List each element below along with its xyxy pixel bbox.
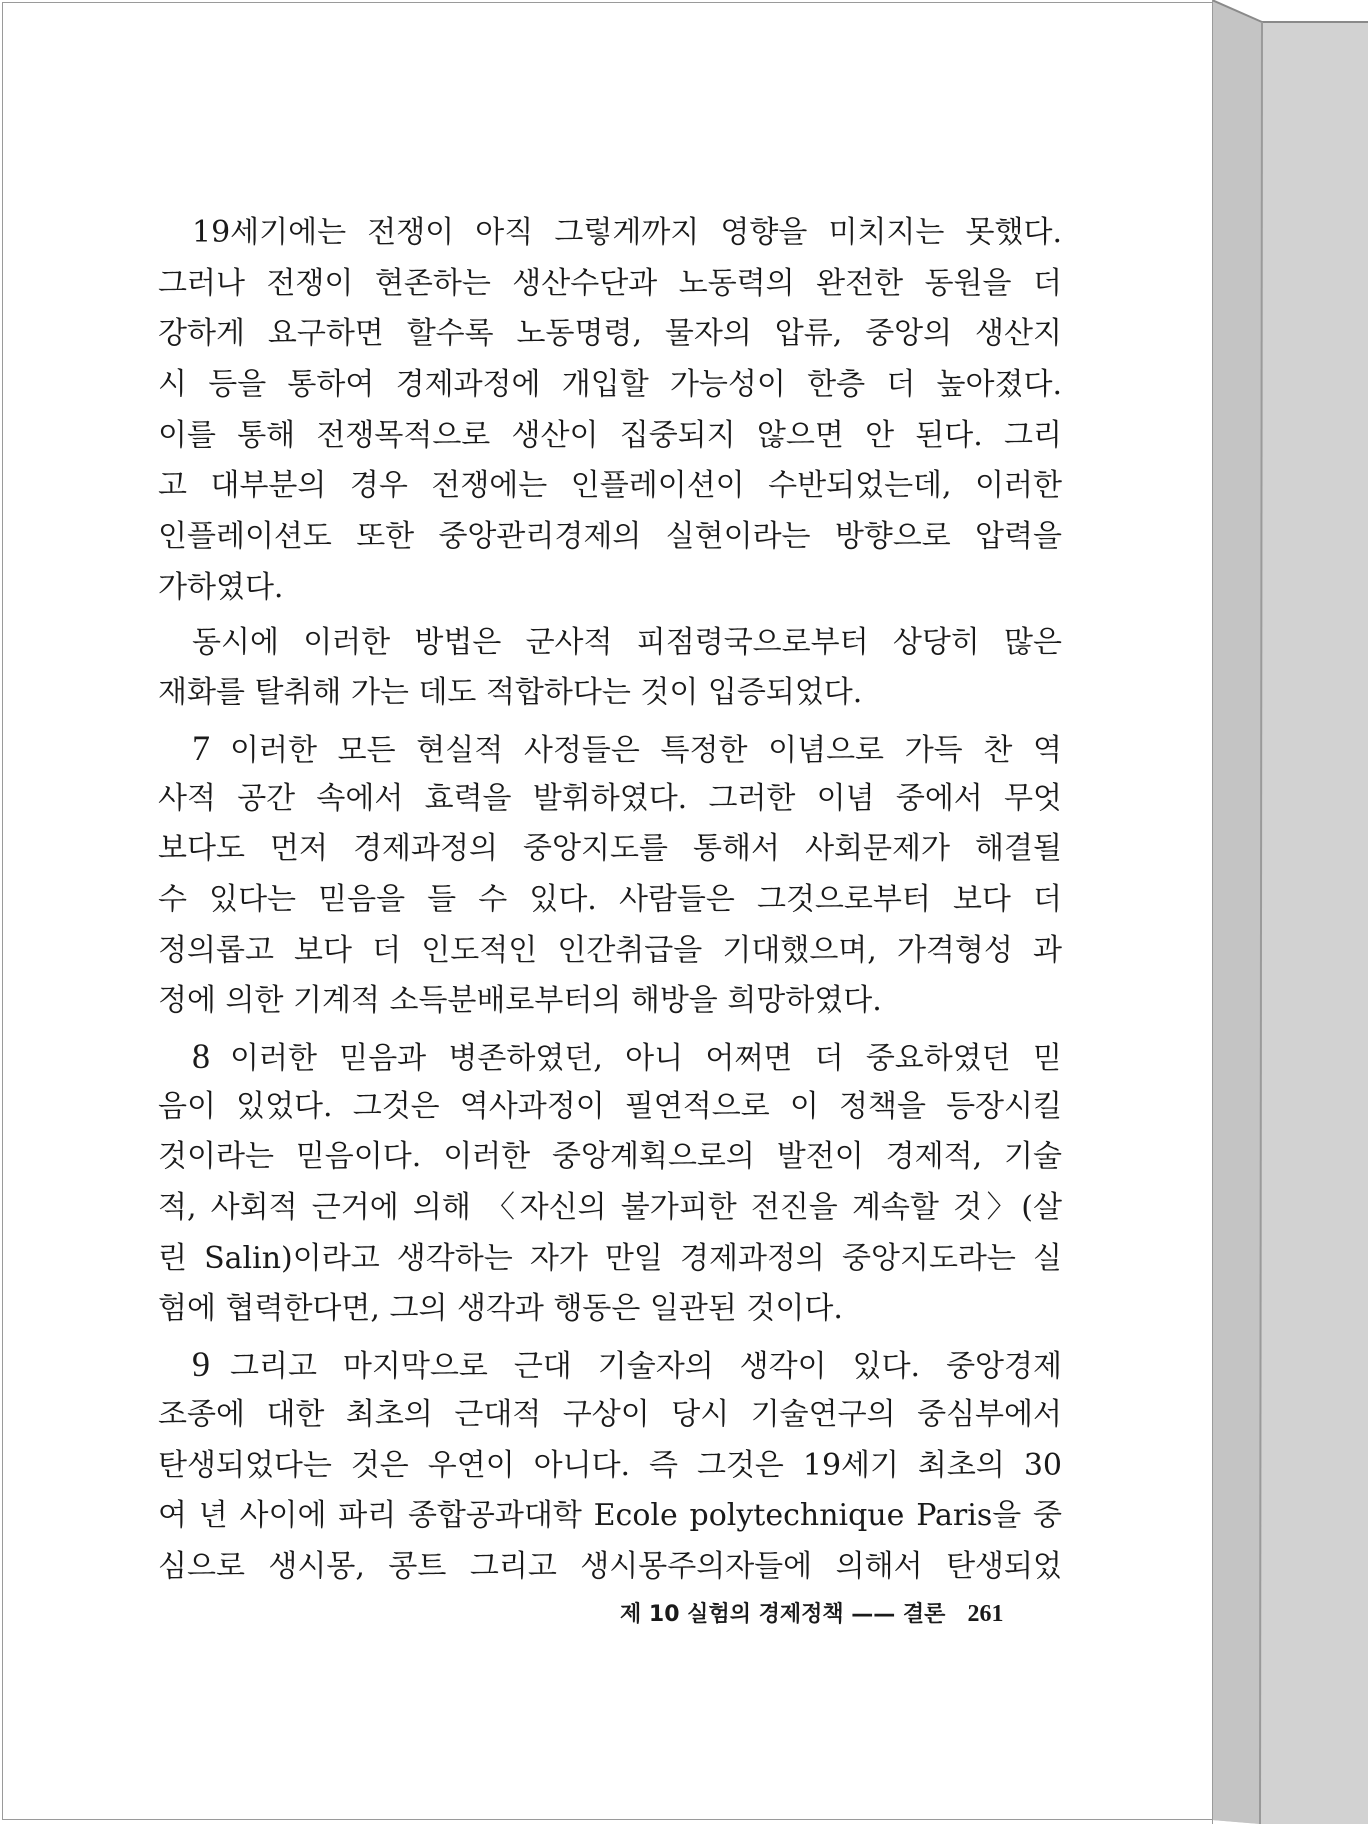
text-line: 수 있다는 믿음을 들 수 있다. 사람들은 그것으로부터 보다 더 — [158, 881, 1062, 917]
book-page-edge — [1212, 0, 1368, 1824]
text-line: 여 년 사이에 파리 종합공과대학 Ecole polytechnique Paris을 중 — [158, 1498, 1062, 1534]
text-line: 이러한 모든 현실적 사정들은 특정한 이념으로 가득 찬 역 — [230, 732, 1062, 768]
page-footer — [620, 1597, 1040, 1628]
text-line: 음이 있었다. 그것은 역사과정이 필연적으로 이 정책을 등장시킬 — [158, 1088, 1062, 1124]
text-line: 험에 협력한다면, 그의 생각과 행동은 일관된 것이다. — [158, 1291, 843, 1327]
text-line: 린 Salin)이라고 생각하는 자가 만일 경제과정의 중앙지도라는 실 — [158, 1240, 1062, 1276]
text-line: 탄생되었다는 것은 우연이 아니다. 즉 그것은 19세기 최초의 30 — [158, 1447, 1062, 1483]
section-number: 8 — [192, 1036, 210, 1076]
text-line: 강하게 요구하면 할수록 노동명령, 물자의 압류, 중앙의 생산지 — [158, 316, 1062, 352]
text-line: 정의롭고 보다 더 인도적인 인간취급을 기대했으며, 가격형성 과 — [158, 932, 1062, 968]
text-line: 것이라는 믿음이다. 이러한 중앙계획으로의 발전이 경제적, 기술 — [158, 1139, 1062, 1175]
section-first-line — [158, 1031, 1062, 1082]
text-line: 심으로 생시몽, 콩트 그리고 생시몽주의자들에 의해서 탄생되었 — [158, 1548, 1062, 1584]
section-first-line — [158, 723, 1062, 774]
text-line: 이를 통해 전쟁목적으로 생산이 집중되지 않으면 안 된다. 그리 — [158, 417, 1062, 453]
text-line: 가하였다. — [158, 569, 284, 605]
text-line: 19세기에는 전쟁이 아직 그렇게까지 영향을 미치지는 못했다. — [192, 215, 1062, 250]
running-head: 제 10 실험의 경제정책 —— 결론 — [620, 1602, 946, 1627]
text-line: 재화를 탈취해 가는 데도 적합하다는 것이 입증되었다. — [158, 675, 863, 711]
text-line: 시 등을 통하여 경제과정에 개입할 가능성이 한층 더 높아졌다. — [158, 367, 1062, 403]
text-line: 적, 사회적 근거에 의해 〈자신의 불가피한 전진을 계속할 것〉(살 — [158, 1190, 1062, 1226]
text-line: 그리고 마지막으로 근대 기술자의 생각이 있다. 중앙경제 — [230, 1349, 1062, 1385]
text-line: 사적 공간 속에서 효력을 발휘하였다. 그러한 이념 중에서 무엇 — [158, 780, 1062, 816]
section-number: 9 — [192, 1344, 210, 1385]
section-first-line — [158, 1339, 1062, 1390]
text-line: 동시에 이러한 방법은 군사적 피점령국으로부터 상당히 많은 — [192, 624, 1062, 660]
page-number: 261 — [967, 1601, 1004, 1627]
text-line: 그러나 전쟁이 현존하는 생산수단과 노동력의 완전한 동원을 더 — [158, 265, 1062, 301]
section-number: 7 — [192, 727, 210, 768]
text-line: 인플레이션도 또한 중앙관리경제의 실현이라는 방향으로 압력을 — [158, 519, 1062, 555]
text-line: 고 대부분의 경우 전쟁에는 인플레이션이 수반되었는데, 이러한 — [158, 468, 1062, 504]
text-line: 보다도 먼저 경제과정의 중앙지도를 통해서 사회문제가 해결될 — [158, 831, 1062, 867]
page-body-text — [158, 208, 1062, 1593]
text-line: 이러한 믿음과 병존하였던, 아니 어쩌면 더 중요하였던 믿 — [230, 1041, 1062, 1076]
text-line: 정에 의한 기계적 소득분배로부터의 해방을 희망하였다. — [158, 983, 882, 1019]
text-line: 조종에 대한 최초의 근대적 구상이 당시 기술연구의 중심부에서 — [158, 1396, 1062, 1432]
